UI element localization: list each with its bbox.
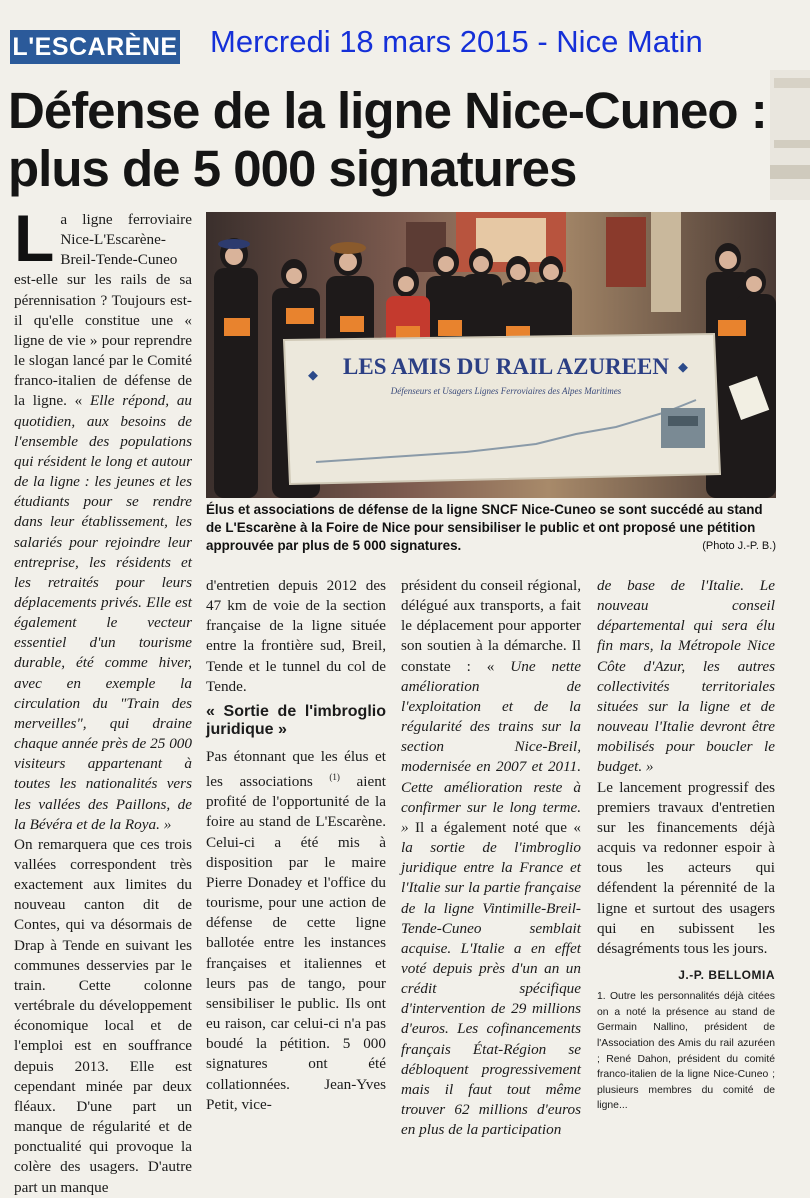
column-2-body [206,747,386,1115]
footnote: 1. Outre les personnalités déjà citées on a noté la présence au stand de Germain Nallino, président de l'Association des Amis du rail azuréen ; René Dahon, président du comité franco-italien de la ligne Nice-Cuneo ; plusieurs membres du comité de ligne... [597,991,775,1112]
headline [8,82,808,198]
official-quote: Une nette amélioration de l'exploitation et de la régularité des trains sur la section Nice-Breil, modernisée en 2007 et 2011. Cette amélioration reste à confirmer sur le long terme. » [401,657,581,836]
banner-subtitle: Défenseurs et Usagers Lignes Ferroviaires des Alpes Maritimes [390,386,622,396]
column-4-quote-text: de base de l'Italie. Le nouveau conseil départemental qui sera élu fin mars, la Métropole Nice Côte d'Azur, les autres collectivités territoriales situées sur la ligne et de nouveau l'Italie devront être mobilisés pour boucler le budget. » [597,577,775,776]
column-2-text-a: Pas étonnant que les élus et les associations [206,747,386,791]
official-quote-2: la sortie de l'imbroglio juridique entre la France et l'Italie sur la partie française de la ligne Vintimille-Breil-Tende-Cuneo semblait acquise. L'Italie a en effet voté depuis près d'un an un crédit spécifique d'intervention de 29 millions d'euros. Les cofinancements français État-Région se débloquent progressivement mais il faut tout même trouver 62 millions d'euros en plus de la participation [401,839,581,1139]
photo-caption [206,501,776,555]
author-signature: J.-P. BELLOMIA [678,967,775,982]
caption-text: Élus et associations de défense de la ligne SNCF Nice-Cuneo se sont succédé au stand de L'Escarène à la Foire de Nice pour sensibiliser le public et ont proposé une pétition approuvée par plus de 5 000 signatures. [206,502,763,553]
section-kicker: L'ESCARÈNE [10,30,180,64]
publication-dateline: Mercredi 18 mars 2015 - Nice Matin [210,24,703,59]
column-2-top: d'entretien depuis 2012 des 47 km de voie de la section française de la ligne située entre la frontière sud, Breil, Tende et le tunnel du col de Tende. [206,577,386,695]
headline-line-2: plus de 5 000 signatures [8,140,577,197]
column-3-body [401,576,581,1140]
column-4-continuation: Le lancement progressif des premiers travaux d'entretien sur les financements déjà acquis va redonner espoir à tous les acteurs qui défendent la pérennité de la ligne et surtout des usagers qui en subissent les désagréments tous les jours. [597,778,775,957]
column-1-continuation: On remarquera que ces trois vallées correspondent très exactement aux limites du nouveau canton dit de Contes, qui va désormais de Drap à Tende en suivant les communes desservies par le train. Cette colonne vertébrale du développement économique local et de l'emploi est en souffrance depuis 2013. Elle est cependant minée par deux fléaux. D'une part un manque de régularité et de ponctualité qui provoque la colère des usagers. D'autre part un manque [14,835,192,1196]
column-2-text-b: aient profité de l'opportunité de la foire au stand de L'Escarène. Celui-ci a été mis à disposition par le maire Pierre Donadey et l'office du tourisme, pour une action de défense de cette ligne ballotée entre les instances françaises et italiennes et leurs pas de tango, pour sensibiliser le public. Ils ont eu raison, car celui-ci n'a pas boudé la pétition. 5 000 signatures ont été collationnées. Jean-Yves Petit, vice- [206,773,387,1113]
footnote-reference: (1) [329,772,340,783]
headline-line-1: Défense de la ligne Nice-Cuneo : [8,82,767,139]
event-photo [206,212,776,498]
lead-text: a ligne ferroviaire Nice-L'Escarène-Breil-Tende-Cuneo est-elle sur les rails de sa pérennisation ? Toujours est-il qu'elle constitue une « ligne de vie » pour reprendre le slogan lancé par le Comité franco-italien de défense de la ligne. « [14,211,192,410]
article-column-1 [14,201,193,1198]
article-column-2 [206,576,386,1115]
photo-credit: (Photo J.-P. B.) [702,540,776,552]
banner-title: LES AMIS DU RAIL AZUREEN [343,354,669,379]
column-3-text-b: Il a également noté que « [408,818,581,836]
drop-cap: L [14,201,55,275]
column-3-text-a: président du conseil régional, délégué aux transports, a fait le déplacement pour apporter son soutien à la démarche. Il constate : « [401,577,581,675]
article-column-3 [401,576,581,1140]
committee-quote: Elle répond, au quotidien, aux besoins de l'ensemble des populations qui résident le long et autour de la ligne : les jeunes et les étudiants pour se rendre dans leur établissement, les salariés pour rejoindre leur entreprise, les résidents et les retraités pour leurs déplacements privés. Elle est également le vecteur essentiel d'un tourisme durable, été comme hiver, avec en exemple la circulation du "Train des merveilles", qui draine chaque année près de 25 000 visiteurs appartenant à toutes les nationalités vers les vallées des Paillons, de la Bévéra et de la Roya. » [14,392,193,833]
subheading: « Sortie de l'imbroglio juridique » [206,702,386,738]
column-4-quote [597,576,775,778]
article-column-4 [597,576,775,1114]
